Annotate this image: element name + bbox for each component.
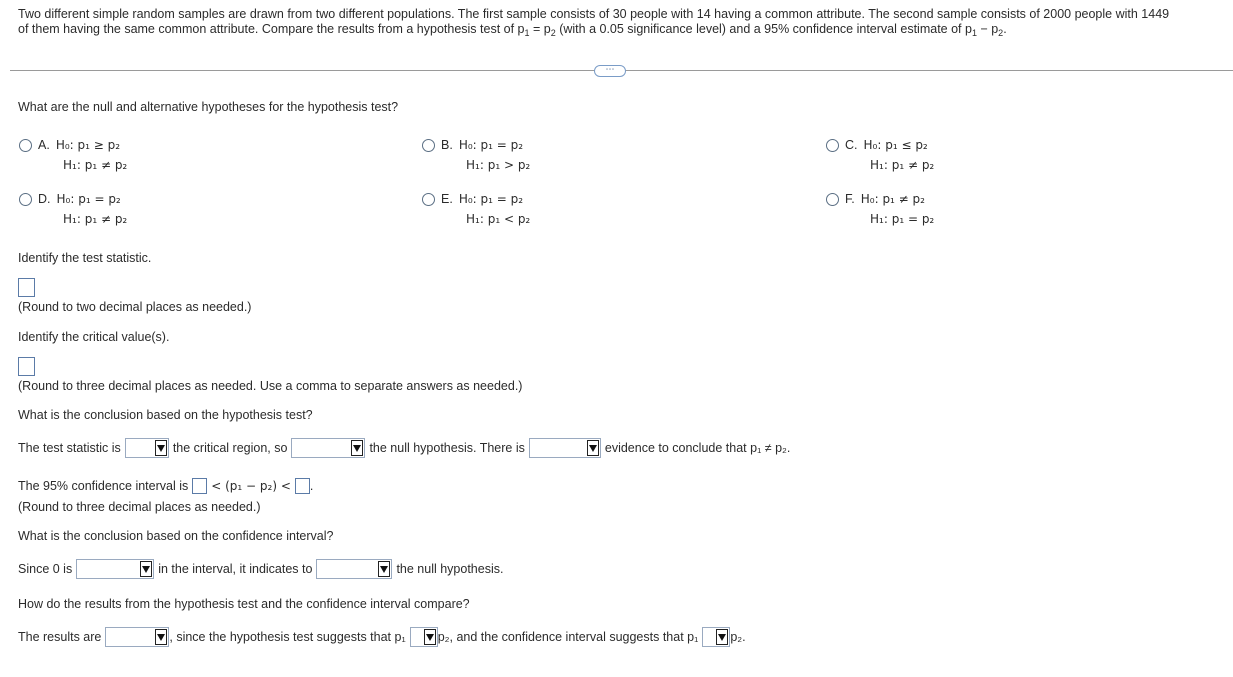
- evidence-dropdown[interactable]: [529, 438, 601, 458]
- radio-f[interactable]: [826, 193, 839, 206]
- radio-a[interactable]: [19, 139, 32, 152]
- chevron-down-icon: [378, 561, 390, 577]
- zero-in-interval-dropdown[interactable]: [76, 559, 154, 579]
- ht-relation-dropdown[interactable]: [410, 627, 438, 647]
- null-hypothesis-decision-dropdown[interactable]: [291, 438, 365, 458]
- radio-d[interactable]: [19, 193, 32, 206]
- test-statistic-region-dropdown[interactable]: [125, 438, 169, 458]
- q5-hint: (Round to three decimal places as needed.): [18, 500, 261, 514]
- q6-sentence: Since 0 is in the interval, it indicates to the null hypothesis.: [18, 559, 503, 579]
- ci-lower-input[interactable]: [192, 478, 207, 494]
- expand-more-button[interactable]: ⋯: [594, 65, 626, 77]
- q2-hint: (Round to two decimal places as needed.): [18, 300, 252, 314]
- chevron-down-icon: [155, 440, 167, 456]
- chevron-down-icon: [140, 561, 152, 577]
- chevron-down-icon: [587, 440, 599, 456]
- q5-sentence: The 95% confidence interval is < (p₁ − p₂) < .: [18, 479, 314, 493]
- radio-e[interactable]: [422, 193, 435, 206]
- critical-value-input[interactable]: [18, 357, 35, 376]
- chevron-down-icon: [716, 629, 728, 645]
- results-compare-dropdown[interactable]: [105, 627, 169, 647]
- option-c[interactable]: C. H₀: p₁ ≤ p₂ H₁: p₁ ≠ p₂: [826, 135, 934, 175]
- option-f[interactable]: F. H₀: p₁ ≠ p₂ H₁: p₁ = p₂: [826, 189, 934, 229]
- option-e[interactable]: E. H₀: p₁ = p₂ H₁: p₁ < p₂: [422, 189, 530, 229]
- problem-statement: [18, 7, 1223, 38]
- q4-sentence: The test statistic is the critical region, so the null hypothesis. There is evidence to conclude that p₁ ≠ p₂.: [18, 438, 790, 458]
- ci-decision-dropdown[interactable]: [316, 559, 392, 579]
- chevron-down-icon: [155, 629, 167, 645]
- q4-question: What is the conclusion based on the hypothesis test?: [18, 408, 313, 422]
- chevron-down-icon: [424, 629, 436, 645]
- q1-question: What are the null and alternative hypotheses for the hypothesis test?: [18, 100, 399, 114]
- test-statistic-input[interactable]: [18, 278, 35, 297]
- q7-sentence: The results are , since the hypothesis test suggests that p₁ p₂, and the confidence interval suggests that p₁ p₂.: [18, 627, 746, 647]
- q6-question: What is the conclusion based on the confidence interval?: [18, 529, 334, 543]
- problem-line-2: of them having the same common attribute. Compare the results from a hypothesis test of $p_1 = p_2$ (with a 0.05 significance level) and a 95% confidence interval estimate of $p_1 - p_2$.: [18, 22, 1007, 38]
- option-d[interactable]: D. H₀: p₁ = p₂ H₁: p₁ ≠ p₂: [19, 189, 127, 229]
- chevron-down-icon: [351, 440, 363, 456]
- q2-question: Identify the test statistic.: [18, 251, 152, 265]
- q3-question: Identify the critical value(s).: [18, 330, 170, 344]
- q3-hint: (Round to three decimal places as needed. Use a comma to separate answers as needed.): [18, 379, 523, 393]
- ci-relation-dropdown[interactable]: [702, 627, 730, 647]
- radio-c[interactable]: [826, 139, 839, 152]
- ci-upper-input[interactable]: [295, 478, 310, 494]
- problem-line-1: Two different simple random samples are drawn from two different populations. The first sample consists of 30 people with 14 having a common attribute. The second sample consists of 2000 people with 1449: [18, 7, 1170, 21]
- q7-question: How do the results from the hypothesis test and the confidence interval compare?: [18, 597, 470, 611]
- option-a[interactable]: A. H₀: p₁ ≥ p₂ H₁: p₁ ≠ p₂: [19, 135, 127, 175]
- radio-b[interactable]: [422, 139, 435, 152]
- option-b[interactable]: B. H₀: p₁ = p₂ H₁: p₁ > p₂: [422, 135, 530, 175]
